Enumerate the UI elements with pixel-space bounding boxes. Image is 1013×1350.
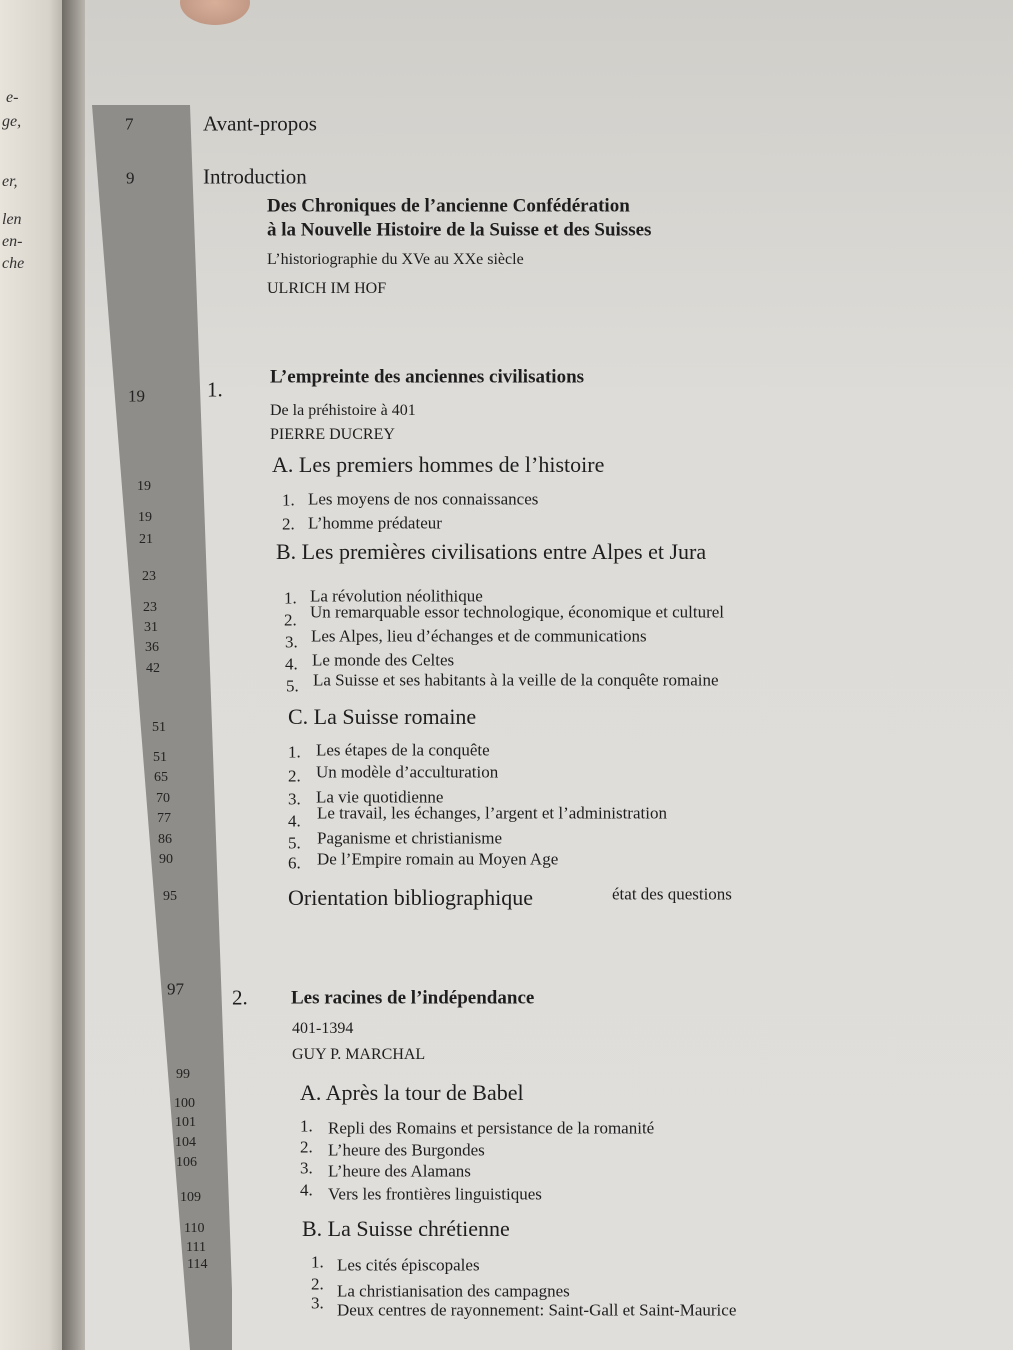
section-title: B. Les premières civilisations entre Alpes et Jura bbox=[276, 539, 707, 564]
item-title: De l’Empire romain au Moyen Age bbox=[317, 849, 559, 869]
item-title: Le travail, les échanges, l’argent et l’administration bbox=[317, 803, 667, 823]
item-title: Les moyens de nos connaissances bbox=[308, 489, 539, 509]
item-title: La christianisation des campagnes bbox=[337, 1281, 570, 1301]
item-number: 3. bbox=[285, 632, 298, 652]
item-title: Les étapes de la conquête bbox=[316, 740, 490, 760]
bibliography-note: état des questions bbox=[612, 884, 732, 904]
page-number: 31 bbox=[144, 620, 158, 635]
page-number: 23 bbox=[143, 600, 157, 615]
margin-fragment: len bbox=[2, 211, 22, 228]
page-number: 97 bbox=[167, 979, 184, 999]
item-title: Le monde des Celtes bbox=[312, 650, 455, 670]
page-number: 110 bbox=[184, 1221, 205, 1236]
item-title: La vie quotidienne bbox=[316, 787, 444, 807]
item-number: 4. bbox=[285, 654, 298, 674]
page-number: 19 bbox=[138, 510, 152, 525]
page-number: 70 bbox=[156, 791, 170, 806]
section-title: A. Après la tour de Babel bbox=[300, 1080, 524, 1105]
item-number: 1. bbox=[288, 742, 301, 762]
page-number: 106 bbox=[176, 1155, 197, 1170]
chapter-author: GUY P. MARCHAL bbox=[292, 1046, 426, 1063]
item-number: 5. bbox=[288, 833, 301, 853]
item-number: 2. bbox=[300, 1137, 313, 1157]
chapter-period: De la préhistoire à 401 bbox=[270, 402, 416, 419]
item-title: Les cités épiscopales bbox=[337, 1255, 480, 1275]
bibliography-title: Orientation bibliographique bbox=[288, 885, 533, 910]
page-number: 51 bbox=[152, 720, 166, 735]
item-title: Deux centres de rayonnement: Saint-Gall et Saint-Maurice bbox=[337, 1300, 737, 1320]
page-number: 111 bbox=[186, 1240, 206, 1255]
section-title: C. La Suisse romaine bbox=[288, 704, 477, 729]
intro-title: Des Chroniques de l’ancienne Confédération bbox=[267, 195, 630, 217]
item-title: Un modèle d’acculturation bbox=[316, 762, 499, 782]
intro-author: ULRICH IM HOF bbox=[267, 280, 387, 297]
page-number: 36 bbox=[145, 640, 159, 655]
page-number: 42 bbox=[146, 661, 160, 676]
item-number: 5. bbox=[286, 676, 299, 696]
page-number: 19 bbox=[137, 479, 151, 494]
item-number: 3. bbox=[288, 789, 301, 809]
page-number: 86 bbox=[158, 832, 172, 847]
page-number: 51 bbox=[153, 750, 167, 765]
chapter-number: 2. bbox=[232, 985, 248, 1010]
page-number: 101 bbox=[175, 1115, 196, 1130]
intro-title: à la Nouvelle Histoire de la Suisse et des Suisses bbox=[267, 219, 652, 241]
item-number: 2. bbox=[284, 610, 297, 630]
facing-page bbox=[0, 0, 70, 1350]
chapter-period: 401-1394 bbox=[292, 1020, 354, 1037]
item-number: 2. bbox=[288, 766, 301, 786]
page-number: 114 bbox=[187, 1257, 208, 1272]
margin-fragment: e- bbox=[6, 89, 19, 106]
item-number: 4. bbox=[288, 811, 301, 831]
margin-fragment: en- bbox=[2, 233, 23, 250]
item-title: Vers les frontières linguistiques bbox=[328, 1184, 542, 1204]
page-number: 77 bbox=[157, 811, 171, 826]
page-number: 109 bbox=[180, 1190, 201, 1205]
item-title: Repli des Romains et persistance de la romanité bbox=[328, 1118, 655, 1138]
item-number: 3. bbox=[311, 1293, 324, 1313]
section-title: B. La Suisse chrétienne bbox=[302, 1216, 510, 1241]
chapter-author: PIERRE DUCREY bbox=[270, 426, 395, 443]
item-number: 3. bbox=[300, 1158, 313, 1178]
item-number: 1. bbox=[284, 588, 297, 608]
margin-fragment: che bbox=[2, 255, 25, 272]
page-number: 104 bbox=[175, 1135, 196, 1150]
page-number: 21 bbox=[139, 532, 153, 547]
chapter-title: Les racines de l’indépendance bbox=[291, 987, 535, 1009]
item-number: 4. bbox=[300, 1180, 313, 1200]
page-number: 19 bbox=[128, 386, 145, 406]
item-number: 6. bbox=[288, 853, 301, 873]
item-title: L’heure des Burgondes bbox=[328, 1140, 485, 1160]
toc-entry-introduction: Introduction bbox=[203, 164, 307, 189]
page-number: 7 bbox=[125, 114, 134, 134]
item-number: 1. bbox=[282, 490, 295, 510]
page-number: 65 bbox=[154, 770, 168, 785]
item-number: 1. bbox=[300, 1116, 313, 1136]
item-title: Un remarquable essor technologique, économique et culturel bbox=[310, 602, 724, 622]
item-number: 2. bbox=[311, 1274, 324, 1294]
item-title: Paganisme et christianisme bbox=[317, 828, 503, 848]
page-number: 90 bbox=[159, 852, 173, 867]
toc-entry-avant-propos: Avant-propos bbox=[203, 111, 317, 136]
item-number: 1. bbox=[311, 1252, 324, 1272]
page-number: 9 bbox=[126, 168, 135, 188]
item-number: 2. bbox=[282, 514, 295, 534]
intro-subtitle: L’historiographie du XVe au XXe siècle bbox=[267, 251, 524, 268]
margin-fragment: ge, bbox=[2, 113, 22, 130]
item-title: L’heure des Alamans bbox=[328, 1161, 471, 1181]
page-number: 23 bbox=[142, 569, 156, 584]
item-title: La révolution néolithique bbox=[310, 586, 483, 606]
chapter-title: L’empreinte des anciennes civilisations bbox=[270, 366, 585, 388]
section-title: A. Les premiers hommes de l’histoire bbox=[272, 452, 605, 477]
item-title: Les Alpes, lieu d’échanges et de communications bbox=[311, 626, 647, 646]
item-title: L’homme prédateur bbox=[308, 513, 442, 533]
page-number: 95 bbox=[163, 889, 177, 904]
page-number: 100 bbox=[174, 1096, 195, 1111]
page-number: 99 bbox=[176, 1067, 190, 1082]
margin-fragment: er, bbox=[2, 173, 18, 190]
chapter-number: 1. bbox=[207, 377, 223, 402]
item-title: La Suisse et ses habitants à la veille de la conquête romaine bbox=[313, 670, 719, 690]
